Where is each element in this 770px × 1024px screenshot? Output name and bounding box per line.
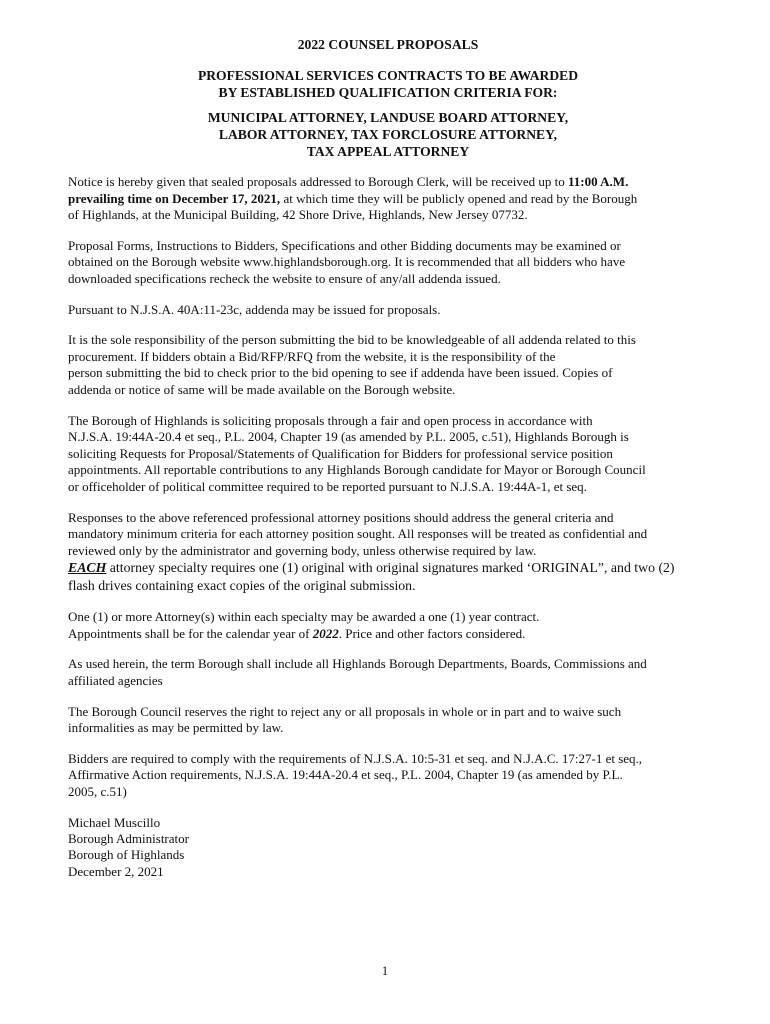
text-line: Responses to the above referenced professional attorney positions should address the general criteria and	[68, 509, 614, 525]
text-line: addenda or notice of same will be made available on the Borough website.	[68, 381, 456, 397]
text-line	[68, 626, 708, 643]
text-line: The Borough of Highlands is soliciting proposals through a fair and open process in accordance with	[68, 412, 593, 428]
text-line: soliciting Requests for Proposal/Statements of Qualification for Bidders for professional service position	[68, 445, 613, 461]
signer-organization: Borough of Highlands	[68, 847, 185, 863]
requirements-text: attorney specialty requires one (1) original with original signatures marked ‘ORIGINAL”, and two (2)	[106, 560, 675, 576]
compliance-paragraph	[68, 751, 708, 801]
deadline-time: 11:00 A.M.	[568, 174, 629, 189]
text-line: Proposal Forms, Instructions to Bidders, Specifications and other Bidding documents may be examined or	[68, 237, 621, 253]
heading-line: BY ESTABLISHED QUALIFICATION CRITERIA FOR:	[218, 85, 558, 100]
heading-line: PROFESSIONAL SERVICES CONTRACTS TO BE AWARDED	[197, 68, 579, 83]
contracts-heading	[68, 67, 708, 101]
text-line	[68, 174, 708, 191]
notice-paragraph	[68, 174, 708, 224]
text-line	[68, 191, 708, 208]
responsibility-paragraph	[68, 332, 708, 398]
notice-text: at which time they will be publicly opened and read by the Borough	[280, 190, 638, 206]
document-page	[68, 36, 708, 880]
responses-paragraph	[68, 510, 708, 560]
text-line: or officeholder of political committee required to be reported pursuant to N.J.S.A. 19:44A-1, et seq.	[68, 478, 587, 494]
text-line: downloaded specifications recheck the website to ensure of any/all addenda issued.	[68, 270, 501, 286]
text-line: reviewed only by the administrator and governing body, unless otherwise required by law.	[68, 542, 537, 558]
deadline-date: prevailing time on December 17, 2021,	[68, 190, 281, 206]
submission-requirements-paragraph	[68, 559, 708, 595]
text-line: 2005, c.51)	[68, 784, 127, 800]
signature-block	[68, 815, 708, 881]
document-title: 2022 COUNSEL PROPOSALS	[297, 37, 479, 52]
text-line: One (1) or more Attorney(s) within each specialty may be awarded a one (1) year contract.	[68, 609, 540, 625]
award-text: Appointments shall be for the calendar year of	[68, 625, 313, 641]
award-paragraph	[68, 609, 708, 642]
text-line: appointments. All reportable contributions to any Highlands Borough candidate for Mayor or Borough Council	[68, 462, 646, 478]
heading-line: TAX APPEAL ATTORNEY	[306, 144, 470, 159]
heading-line: LABOR ATTORNEY, TAX FORCLOSURE ATTORNEY,	[218, 127, 558, 142]
text-line: N.J.S.A. 19:44A-20.4 et seq., P.L. 2004, Chapter 19 (as amended by P.L. 2005, c.51), Highlands Borough is	[68, 429, 629, 445]
text-line: Bidders are required to comply with the requirements of N.J.S.A. 10:5-31 et seq. and N.J.A.C. 17:27-1 et seq.,	[68, 750, 643, 766]
reserve-rights-paragraph	[68, 704, 708, 737]
text-line: It is the sole responsibility of the person submitting the bid to be knowledgeable of all addenda related to this	[68, 332, 636, 348]
signer-name: Michael Muscillo	[68, 814, 161, 830]
pursuant-paragraph	[68, 302, 708, 319]
definition-paragraph	[68, 656, 708, 689]
text-line: Affirmative Action requirements, N.J.S.A. 19:44A-20.4 et seq., P.L. 2004, Chapter 19 (as amended by P.L.	[68, 767, 623, 783]
text-line: procurement. If bidders obtain a Bid/RFP/RFQ from the website, it is the responsibility of the	[68, 348, 556, 364]
signer-title: Borough Administrator	[68, 831, 189, 847]
each-emphasis: EACH	[68, 560, 107, 576]
positions-heading	[68, 109, 708, 160]
text-line: affiliated agencies	[68, 673, 163, 689]
text-line: person submitting the bid to check prior to the bid opening to see if addenda have been issued. Copies of	[68, 365, 613, 381]
notice-text: Notice is hereby given that sealed proposals addressed to Borough Clerk, will be received up to	[68, 174, 569, 189]
soliciting-paragraph	[68, 413, 708, 496]
award-text: . Price and other factors considered.	[338, 625, 526, 641]
text-line	[68, 559, 708, 577]
text-line: informalities as may be permitted by law.	[68, 720, 284, 736]
heading-line: MUNICIPAL ATTORNEY, LANDUSE BOARD ATTORNEY,	[207, 110, 569, 125]
text-line: flash drives containing exact copies of the original submission.	[68, 578, 416, 594]
text-line: The Borough Council reserves the right to reject any or all proposals in whole or in part and to waive such	[68, 703, 622, 719]
text-line: Pursuant to N.J.S.A. 40A:11-23c, addenda may be issued for proposals.	[68, 301, 441, 317]
text-line: As used herein, the term Borough shall include all Highlands Borough Departments, Boards, Commissions and	[68, 656, 647, 672]
calendar-year: 2022	[312, 625, 339, 641]
text-line: of Highlands, at the Municipal Building, 42 Shore Drive, Highlands, New Jersey 07732.	[68, 207, 528, 223]
text-line: mandatory minimum criteria for each attorney position sought. All responses will be treated as confidential and	[68, 526, 648, 542]
forms-paragraph	[68, 238, 708, 288]
text-line: obtained on the Borough website www.highlandsborough.org. It is recommended that all bidders who have	[68, 254, 626, 270]
signature-date: December 2, 2021	[68, 863, 164, 879]
page-number: 1	[381, 964, 389, 978]
